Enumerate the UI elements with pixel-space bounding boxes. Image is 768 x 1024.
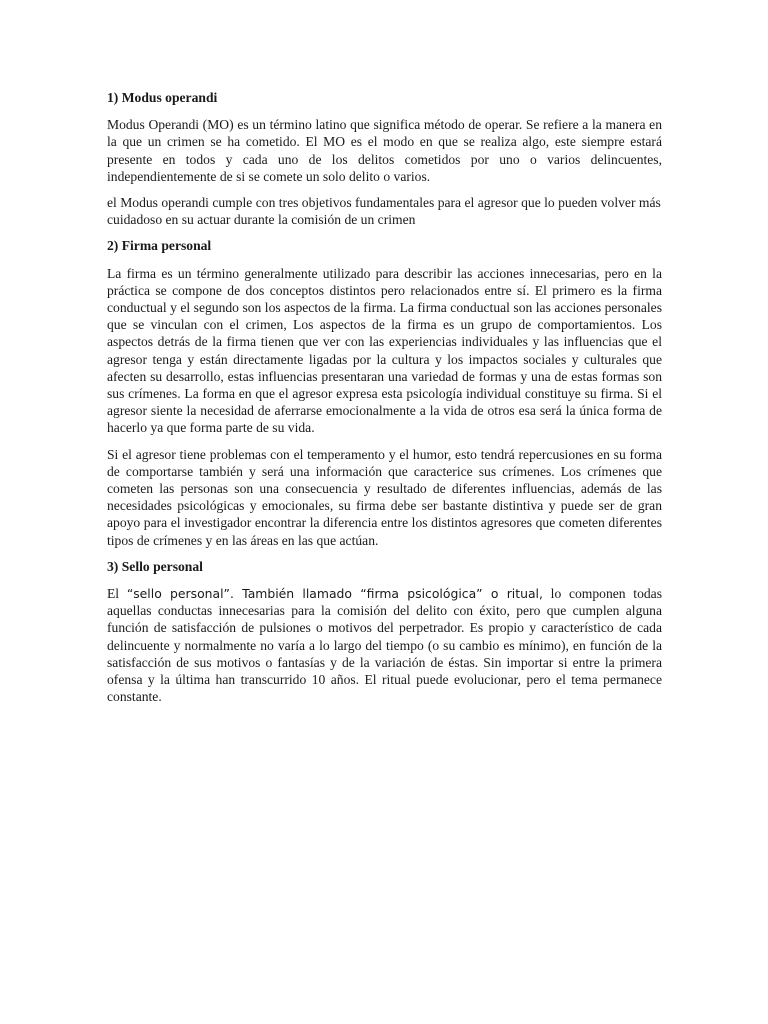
paragraph: La firma es un término generalmente utilizado para describir las acciones innecesarias, pero en la práctica se compone de dos conceptos distintos pero relacionados entre sí. El primero es la firma conductual y el segundo son los aspectos de la firma. La firma conductual son las acciones personales que se vinculan con el crimen, Los aspectos de la firma es un grupo de comportamientos. Los aspectos detrás de la firma tienen que ver con las experiencias individuales y las influencias que el agresor tenga y están directamente ligadas por la cultura y los impactos sociales y culturales que afecten su desarrollo, estas influencias presentaran una variedad de formas y una de estas formas son sus crímenes. La forma en que el agresor expresa esta psicología individual constituye su firma. Si el agresor siente la necesidad de aferrarse emocionalmente a la vida de otros esa será la única forma de hacerlo ya que forma parte de su vida. (107, 265, 662, 436)
paragraph-quoted-text: “sello personal”. También llamado “firma psicológica” o ritual, (126, 586, 543, 602)
section-heading: 1) Modus operandi (107, 90, 218, 105)
paragraph-prefix: El (107, 586, 127, 602)
paragraph (107, 585, 662, 705)
paragraph-rest: lo componen todas aquellas conductas innecesarias para la comisión del delito con éxito, pero que cumplen alguna función de satisfacción de pulsiones o motivos del perpetrador. Es propio y característico de cada delincuente y normalmente no varía a lo largo del tiempo (o su cambio es mínimo), en función de la satisfacción de sus motivos o fantasías y de la variación de éstas. Sin importar si entre la primera ofensa y la última han transcurrido 10 años. El ritual puede evolucionar, pero el tema permanece constante. (107, 586, 663, 705)
paragraph: el Modus operandi cumple con tres objetivos fundamentales para el agresor que lo pueden volver más cuidadoso en su actuar durante la comisión de un crimen (107, 195, 661, 228)
paragraph: Modus Operandi (MO) es un término latino que significa método de operar. Se refiere a la manera en la que un crimen se ha cometido. El MO es el modo en que se realiza algo, este siempre estará presente en todos y cada uno de los delitos cometidos por uno o varios delincuentes, independientemente de si se comete un solo delito o varios. (107, 117, 662, 184)
paragraph: Si el agresor tiene problemas con el temperamento y el humor, esto tendrá repercusiones en su forma de comportarse también y será una información que caracterice sus crímenes. Los crímenes que cometen las personas son una consecuencia y resultado de diferentes influencias, además de las necesidades psicológicas y emocionales, su firma debe ser bastante distintiva y puede ser de gran apoyo para el investigador encontrar la diferencia entre los distintos agresores que cometen diferentes tipos de crímenes y en las áreas en las que actúan. (107, 446, 662, 548)
section-sello-personal (107, 558, 662, 706)
section-firma-personal (107, 237, 662, 548)
section-modus-operandi (107, 89, 662, 228)
document-page (107, 89, 662, 715)
section-heading: 2) Firma personal (107, 238, 212, 254)
section-heading: 3) Sello personal (107, 558, 203, 574)
